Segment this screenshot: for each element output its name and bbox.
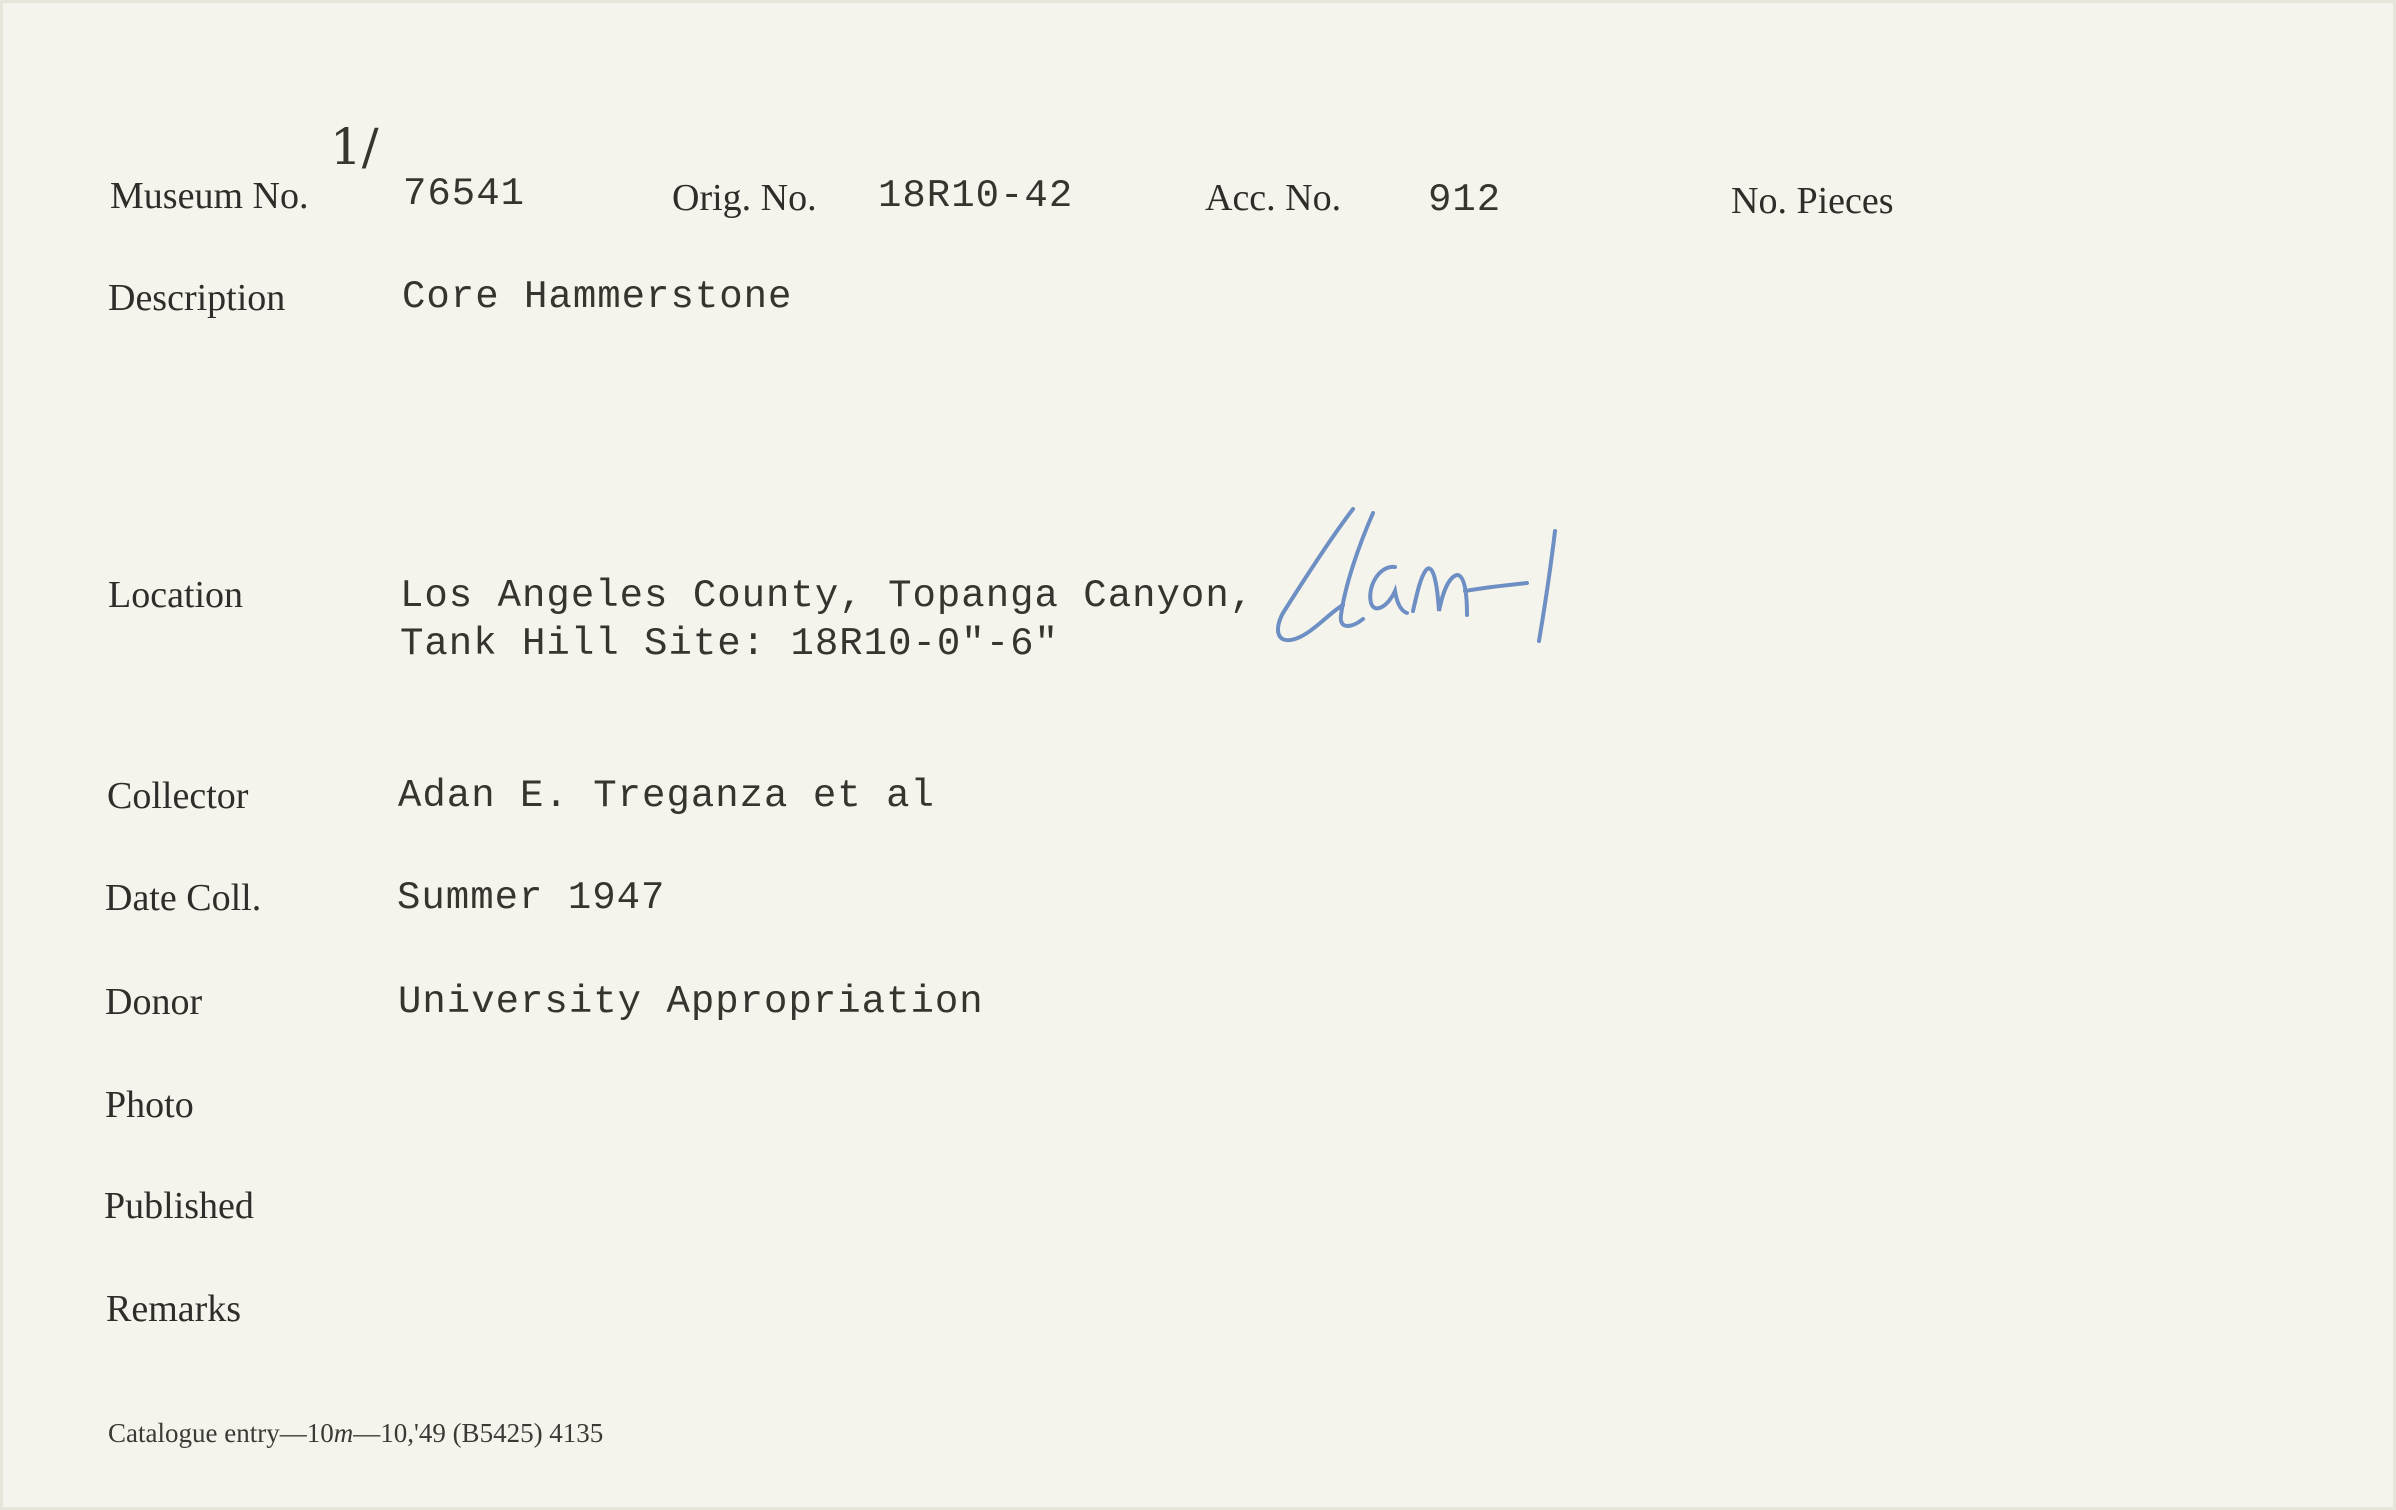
location-label: Location [108, 574, 244, 616]
catalogue-footer [108, 1418, 603, 1449]
footer-prefix: Catalogue entry—10 [108, 1418, 334, 1448]
photo-label: Photo [105, 1084, 194, 1126]
museum-no-value: 76541 [403, 172, 526, 216]
orig-no-value: 18R10-42 [878, 174, 1074, 218]
footer-italic: m [333, 1418, 354, 1448]
date-coll-value: Summer 1947 [397, 876, 666, 920]
description-value: Core Hammerstone [402, 275, 793, 319]
acc-no-label: Acc. No. [1205, 177, 1342, 219]
museum-no-label: Museum No. [110, 175, 309, 217]
handwritten-fraction: 1/ [330, 118, 379, 176]
no-pieces-label: No. Pieces [1731, 180, 1894, 222]
description-label: Description [108, 277, 286, 319]
footer-suffix: —10,'49 (B5425) 4135 [353, 1418, 604, 1448]
remarks-label: Remarks [106, 1288, 242, 1330]
handwritten-site-annotation [1255, 495, 1575, 670]
donor-label: Donor [105, 981, 203, 1023]
published-label: Published [104, 1185, 254, 1227]
orig-no-label: Orig. No. [672, 177, 817, 219]
collector-label: Collector [107, 775, 249, 817]
acc-no-value: 912 [1428, 178, 1502, 222]
location-line-2: Tank Hill Site: 18R10-0"-6" [400, 622, 1059, 666]
collector-value: Adan E. Treganza et al [398, 774, 935, 818]
donor-value: University Appropriation [398, 980, 984, 1024]
location-line-1: Los Angeles County, Topanga Canyon, [400, 574, 1255, 618]
date-coll-label: Date Coll. [105, 877, 262, 919]
